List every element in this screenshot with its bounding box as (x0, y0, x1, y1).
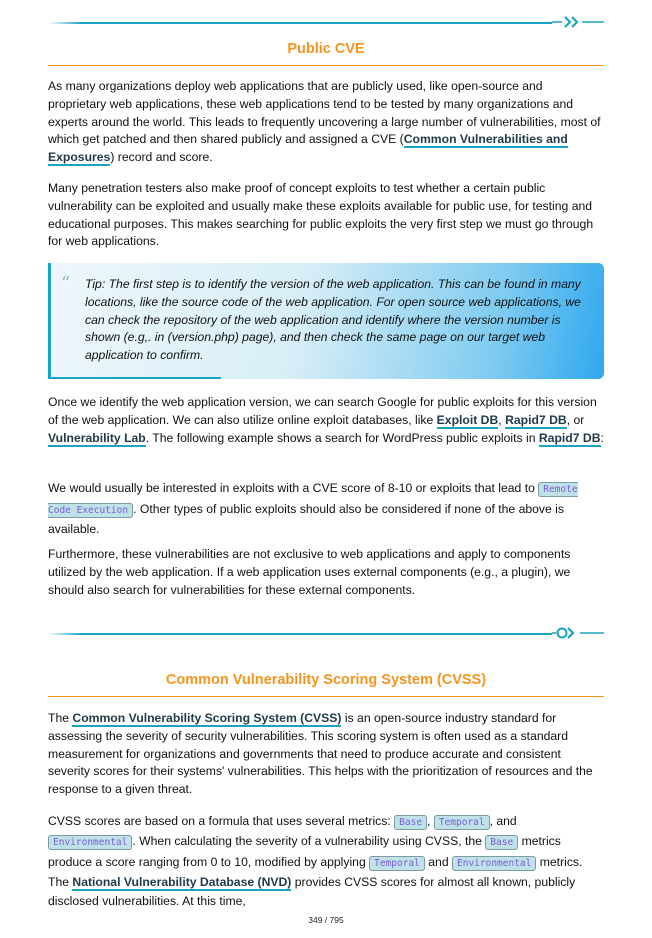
inline-code-temporal-2: Temporal (369, 856, 425, 871)
link-cve[interactable]: Common Vulnerabilities and Exposures (48, 132, 568, 165)
paragraph: As many organizations deploy web applications that are publicly used, like open-source and proprietary web applications, these web applications tend to be tested by many organizations and experts around the world. This leads to frequently uncovering a large number of vulnerabilities, most of which get patched and then shared publicly and assigned a CVE (Common Vulnerabilities and Exposures) record and score. (48, 79, 601, 165)
paragraph: We would usually be interested in exploits with a CVE score of 8-10 or exploits that lead to Remote Code Execution . Other types of public exploits should also be considered if none of the above is available. (48, 481, 578, 536)
link-rapid7-db[interactable]: Rapid7 DB (505, 412, 567, 427)
link-vulnerability-lab[interactable]: Vulnerability Lab (48, 430, 146, 445)
link-nvd[interactable]: National Vulnerability Database (NVD) (72, 875, 292, 890)
paragraph: Furthermore, these vulnerabilities are not exclusive to web applications and apply to components utilized by the web application. If a web application uses external components (e.g., a plugin), we should also search for vulnerabilities for these external components. (48, 547, 571, 597)
link-rapid7-db-2[interactable]: Rapid7 DB (538, 430, 601, 445)
top-divider (48, 18, 604, 28)
inline-code-environmental: Environmental (48, 835, 132, 850)
link-exploit-db[interactable]: Exploit DB (436, 412, 499, 427)
section-divider (48, 629, 604, 639)
inline-code-base: Base (394, 815, 427, 830)
section-heading-cvss: Common Vulnerability Scoring System (CVSS) (48, 672, 604, 697)
tip-text: Tip: The first step is to identify the version of the web application. This can be found in many locations, like the source code of the web application. For open source web applications, we can check the repository of the web application and identify where the version number is shown (e.g,. in (version.php) page), and then check the same page on our target web application to confirm. (85, 277, 581, 363)
page-number: 349 / 795 (308, 915, 344, 925)
paragraph: Once we identify the web application version, we can search Google for public exploits for this version of the web application. We can also utilize online exploit databases, like Exploit DB, Rapid7 DB, or Vulnerability Lab. The following example shows a search for WordPress public exploits in Rapid7 DB: (48, 395, 604, 445)
link-cvss[interactable]: Common Vulnerability Scoring System (CVSS) (72, 711, 342, 725)
inline-code-remote-code-execution: Remote Code Execution (48, 484, 578, 516)
tip-callout (48, 263, 604, 379)
quote-icon: “ (61, 273, 71, 294)
paragraph: Many penetration testers also make proof of concept exploits to test whether a certain public vulnerability can be exploited and usually make these exploits available for public use, for testing and educational purposes. This makes searching for public exploits the very first step we must go through for web applications. (48, 181, 594, 249)
logo-icon (552, 626, 604, 642)
inline-code-base-2: Base (485, 835, 518, 850)
paragraph: CVSS scores are based on a formula that uses several metrics: Base , Temporal , and Environmental . When calculating the severity of a vulnerability using CVSS, the Base metrics produce a score ranging from 0 to 10, modified by applying Temporal and Environmental metrics. The National Vulnerability Database (NVD) provides CVSS scores for almost all known, publicly disclosed vulnerabilities. At this time, (48, 814, 583, 908)
logo-icon (552, 15, 604, 31)
tip-bar (51, 377, 221, 379)
paragraph: The Common Vulnerability Scoring System (CVSS) is an open-source industry standard for assessing the severity of security vulnerabilities. This scoring system is often used as a standard measurement for organizations and governments that need to produce accurate and consistent severity scores for their systems' vulnerabilities. This helps with the prioritization of resources and the response to a given threat. (48, 711, 593, 797)
inline-code-temporal: Temporal (434, 815, 490, 830)
inline-code-environmental-2: Environmental (452, 856, 536, 871)
section-heading-public-cve: Public CVE (48, 41, 604, 66)
